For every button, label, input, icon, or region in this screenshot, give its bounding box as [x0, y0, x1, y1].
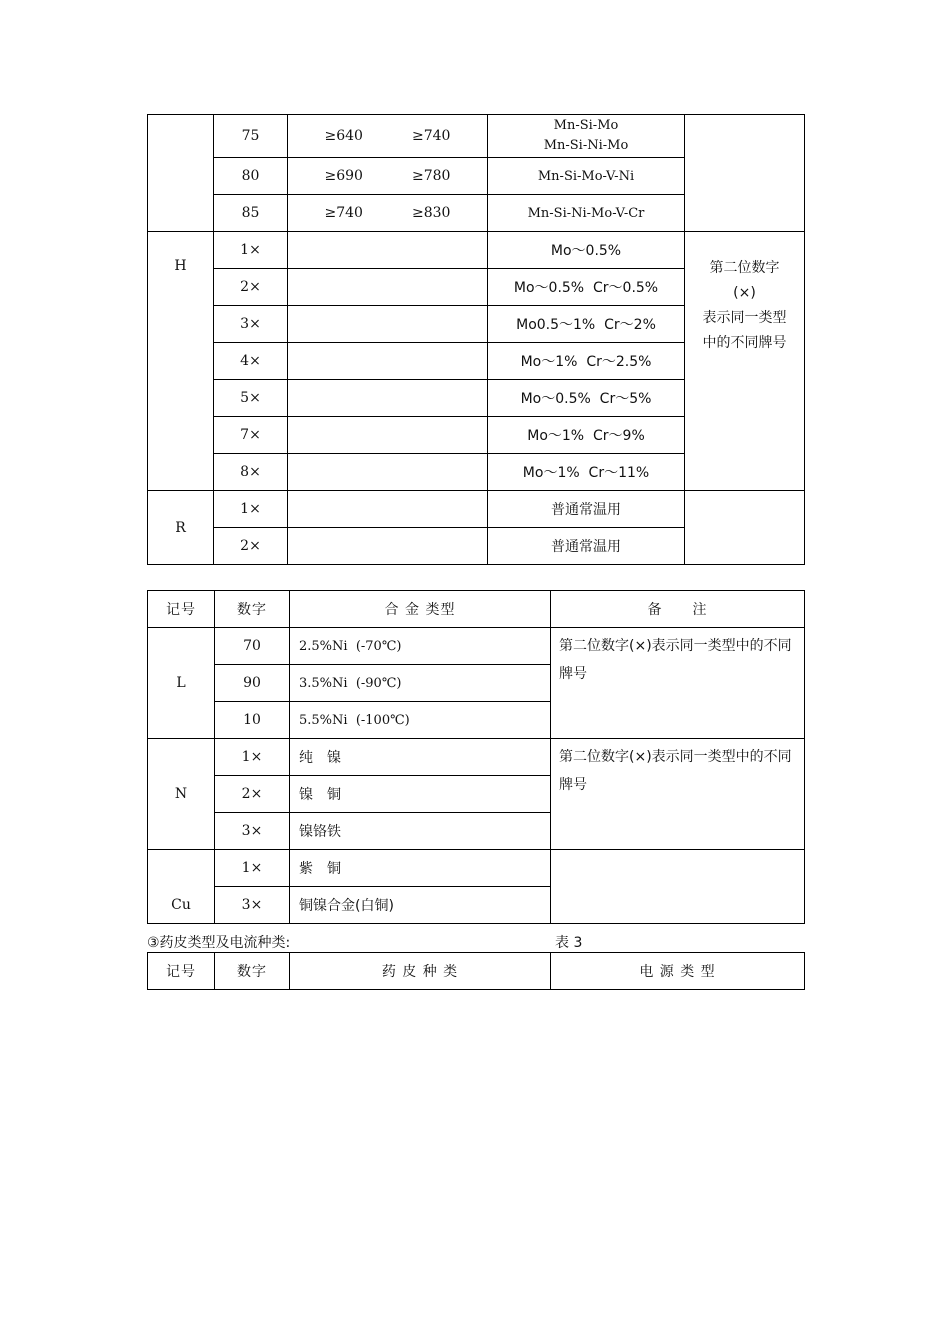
strength-cell — [288, 115, 488, 158]
note-line: (×) — [733, 285, 756, 301]
header-coating: 药 皮 种 类 — [290, 953, 551, 990]
table-row — [148, 491, 805, 528]
alloy-cell: Mo～0.5% Cr～5% — [488, 380, 685, 417]
number-cell: 1× — [215, 850, 290, 887]
blank-cell — [288, 343, 488, 380]
alloy-cell: Mo0.5～1% Cr～2% — [488, 306, 685, 343]
code-cell-h: H — [148, 232, 214, 491]
header-power: 电 源 类 型 — [551, 953, 805, 990]
alloy-cell: 普通常温用 — [488, 528, 685, 565]
number-cell: 3× — [215, 813, 290, 850]
alloy-line: Mn-Si-Ni-Mo — [543, 138, 629, 153]
number-cell: 8× — [214, 454, 288, 491]
tensile-value: ≥640 — [324, 128, 363, 144]
blank-cell — [288, 491, 488, 528]
caption-table-number: 表 3 — [555, 935, 583, 951]
alloy-cell: 5.5%Ni (-100℃) — [290, 702, 551, 739]
note-line: 中的不同牌号 — [702, 335, 787, 351]
blank-cell — [288, 306, 488, 343]
note-cell-blank — [685, 491, 805, 565]
alloy-cell: 铜镍合金(白铜) — [290, 887, 551, 924]
table-row — [148, 628, 805, 665]
alloy-cell: 镍 铜 — [290, 776, 551, 813]
alloy-type-table — [147, 590, 805, 924]
number-cell: 5× — [214, 380, 288, 417]
alloy-cell: 普通常温用 — [488, 491, 685, 528]
yield-value: ≥830 — [412, 205, 451, 221]
number-cell: 70 — [215, 628, 290, 665]
caption-title: ③药皮类型及电流种类: — [147, 935, 291, 951]
code-cell-cu: Cu — [148, 850, 215, 924]
table3-caption — [147, 932, 804, 950]
number-cell: 2× — [214, 269, 288, 306]
number-cell: 2× — [215, 776, 290, 813]
strength-cell — [288, 158, 488, 195]
header-number: 数字 — [215, 591, 290, 628]
number-cell: 3× — [214, 306, 288, 343]
blank-cell — [288, 269, 488, 306]
note-line: 第二位数字 — [709, 260, 780, 276]
strength-cell — [288, 195, 488, 232]
table-header-row — [148, 591, 805, 628]
header-number: 数字 — [215, 953, 290, 990]
alloy-line: Mn-Si-Mo — [553, 118, 619, 133]
note-line: 表示同一类型 — [702, 310, 787, 326]
blank-cell — [288, 417, 488, 454]
alloy-cell: Mo～1% Cr～9% — [488, 417, 685, 454]
number-cell: 7× — [214, 417, 288, 454]
table-row — [148, 115, 805, 158]
tensile-value: ≥740 — [324, 205, 363, 221]
note-cell-blank — [551, 850, 805, 924]
note-cell-blank — [685, 115, 805, 232]
code-cell-r: R — [148, 491, 214, 565]
number-cell: 1× — [215, 739, 290, 776]
number-cell: 1× — [214, 491, 288, 528]
table-row — [148, 232, 805, 269]
alloy-cell: 紫 铜 — [290, 850, 551, 887]
code-cell-blank — [148, 115, 214, 232]
alloy-cell: Mo～1% Cr～2.5% — [488, 343, 685, 380]
header-alloy-type: 合 金 类型 — [290, 591, 551, 628]
coating-table — [147, 952, 805, 990]
note-cell-h — [685, 232, 805, 491]
alloy-cell: Mn-Si-Mo-V-Ni — [488, 158, 685, 195]
note-cell-l: 第二位数字(×)表示同一类型中的不同牌号 — [551, 628, 805, 739]
table-row — [148, 850, 805, 887]
number-cell: 85 — [214, 195, 288, 232]
code-cell-n: N — [148, 739, 215, 850]
number-cell: 90 — [215, 665, 290, 702]
alloy-cell: 镍铬铁 — [290, 813, 551, 850]
number-cell: 1× — [214, 232, 288, 269]
number-cell: 2× — [214, 528, 288, 565]
number-cell: 80 — [214, 158, 288, 195]
tensile-value: ≥690 — [324, 168, 363, 184]
alloy-cell: 纯 镍 — [290, 739, 551, 776]
number-cell: 75 — [214, 115, 288, 158]
header-remark: 备 注 — [551, 591, 805, 628]
header-code: 记号 — [148, 953, 215, 990]
header-code: 记号 — [148, 591, 215, 628]
note-cell-n: 第二位数字(×)表示同一类型中的不同牌号 — [551, 739, 805, 850]
blank-cell — [288, 232, 488, 269]
number-cell: 4× — [214, 343, 288, 380]
yield-value: ≥740 — [412, 128, 451, 144]
alloy-cell: Mo～1% Cr～11% — [488, 454, 685, 491]
alloy-cell: Mo～0.5% Cr～0.5% — [488, 269, 685, 306]
yield-value: ≥780 — [412, 168, 451, 184]
alloy-cell — [488, 115, 685, 158]
table-header-row — [148, 953, 805, 990]
blank-cell — [288, 528, 488, 565]
table-row — [148, 739, 805, 776]
blank-cell — [288, 454, 488, 491]
blank-cell — [288, 380, 488, 417]
code-cell-l: L — [148, 628, 215, 739]
alloy-cell: Mn-Si-Ni-Mo-V-Cr — [488, 195, 685, 232]
number-cell: 10 — [215, 702, 290, 739]
alloy-cell: 3.5%Ni (-90℃) — [290, 665, 551, 702]
alloy-cell: Mo～0.5% — [488, 232, 685, 269]
alloy-table-continued — [147, 114, 805, 565]
alloy-cell: 2.5%Ni (-70℃) — [290, 628, 551, 665]
number-cell: 3× — [215, 887, 290, 924]
